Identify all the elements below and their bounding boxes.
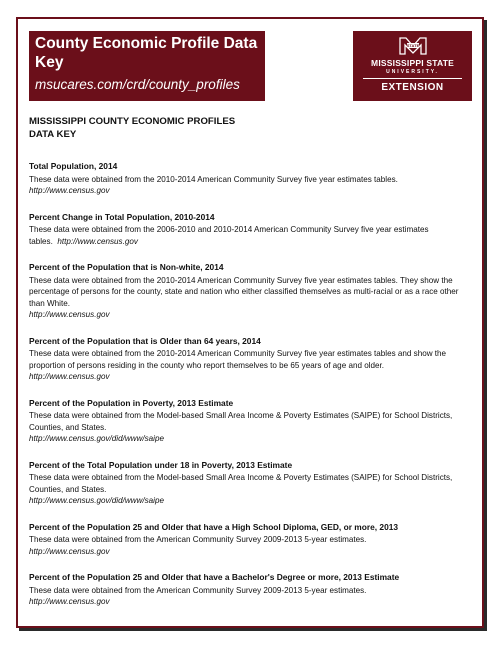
section-title: Percent Change in Total Population, 2010-2014 xyxy=(29,211,215,222)
document-content xyxy=(29,115,474,623)
section-source-link[interactable]: http://www.census.gov xyxy=(29,597,110,606)
section-body: These data were obtained from the 2010-2014 American Community Survey five year estimates tables and show the proportion of persons residing in the county who report themselves to be 65 years of age and older. xyxy=(29,349,447,370)
section-source-link[interactable]: http://www.census.gov xyxy=(29,186,110,195)
section-title: Percent of the Population that is Older than 64 years, 2014 xyxy=(29,335,261,346)
section-title: Percent of the Population that is Non-white, 2014 xyxy=(29,262,224,272)
document-heading-line2: DATA KEY xyxy=(29,129,77,140)
logo-extension: EXTENSION xyxy=(381,82,444,93)
emblem-text: STATE xyxy=(406,43,420,48)
msu-emblem-icon xyxy=(398,36,428,56)
section-source-link[interactable]: http://www.census.gov xyxy=(29,310,110,319)
logo-university-name: MISSISSIPPI STATE xyxy=(371,58,454,68)
section-source-link[interactable]: http://www.census.gov xyxy=(29,372,110,381)
section-total-population xyxy=(29,161,474,197)
section-source-link[interactable]: http://www.census.gov/did/www/saipe xyxy=(29,434,164,443)
section-body: These data were obtained from the American Community Survey 2009-2013 5-year estimates. xyxy=(29,535,367,544)
section-under-18-poverty xyxy=(29,460,474,507)
section-source-link[interactable]: http://www.census.gov xyxy=(29,546,110,556)
section-non-white xyxy=(29,262,474,321)
section-source-link[interactable]: http://www.census.gov xyxy=(57,236,138,246)
section-body: These data were obtained from the 2010-2014 American Community Survey five year estimates tables. They show the percentage of persons for the county, state and nation who either classified themselves as multi-racial or as a race other than White. xyxy=(29,275,459,308)
document-heading-line1: MISSISSIPPI COUNTY ECONOMIC PROFILES xyxy=(29,116,236,127)
section-source-link[interactable]: http://www.census.gov/did/www/saipe xyxy=(29,496,164,505)
logo-university-subtitle: UNIVERSITY. xyxy=(386,69,439,75)
section-high-school xyxy=(29,522,474,558)
section-population-change xyxy=(29,212,474,248)
section-body-text: These data were obtained from the 2006-2010 and 2010-2014 American Community Survey five year estimates tables. xyxy=(29,225,429,246)
header-title: County Economic Profile Data Key xyxy=(35,35,258,71)
section-bachelors xyxy=(29,572,474,608)
section-body: These data were obtained from the Model-based Small Area Income & Poverty Estimates (SAIPE) for School Districts, Counties, and States. xyxy=(29,473,453,494)
section-older-than-64 xyxy=(29,336,474,383)
section-title: Percent of the Total Population under 18 in Poverty, 2013 Estimate xyxy=(29,459,293,470)
section-title: Total Population, 2014 xyxy=(29,161,118,171)
header-banner xyxy=(29,31,265,101)
section-title: Percent of the Population 25 and Older that have a Bachelor's Degree or more, 2013 Estimate xyxy=(29,572,400,582)
header-url[interactable]: msucares.com/crd/county_profiles xyxy=(35,77,240,92)
section-title: Percent of the Population 25 and Older that have a High School Diploma, GED, or more, 2013 xyxy=(29,521,399,532)
logo-divider xyxy=(363,78,462,79)
section-title: Percent of the Population in Poverty, 2013 Estimate xyxy=(29,397,234,408)
section-poverty xyxy=(29,398,474,445)
section-body xyxy=(29,224,474,247)
section-body: These data were obtained from the Model-based Small Area Income & Poverty Estimates (SAIPE) for School Districts, Counties, and States. xyxy=(29,411,453,432)
document-heading xyxy=(29,115,474,141)
section-body: These data were obtained from the 2010-2014 American Community Survey five year estimates tables. xyxy=(29,174,398,184)
msu-extension-logo xyxy=(353,31,472,101)
section-body: These data were obtained from the American Community Survey 2009-2013 5-year estimates. xyxy=(29,585,367,595)
